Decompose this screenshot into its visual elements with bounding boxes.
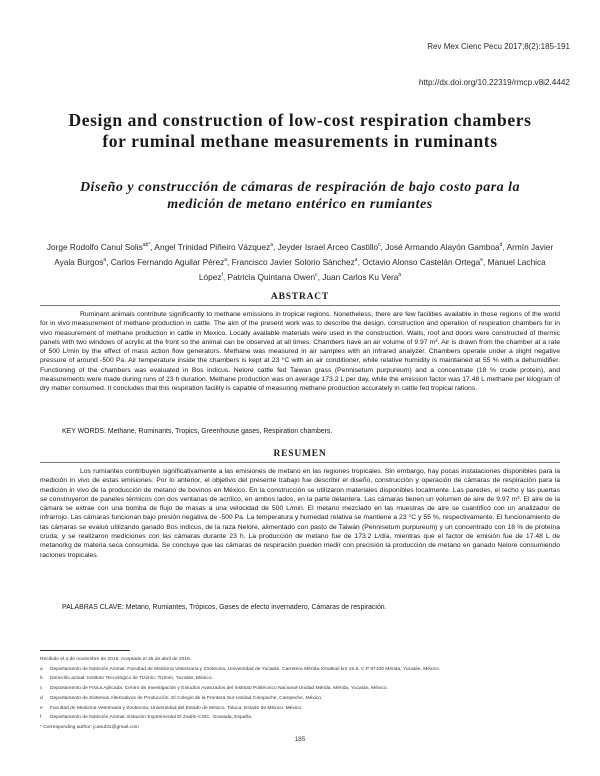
author-name: Jeyder Israel Arceo Castillo: [277, 241, 379, 252]
received-note: Recibido el 4 de noviembre de 2015. Aceptado el 26 de abril de 2016.: [40, 657, 192, 662]
author-affiliation-mark: a: [398, 271, 402, 278]
resumen-body: Los rumiantes contribuyen significativamente a las emisiones de metano en las regiones tropicales. Sin embargo, hay pocas instalaciones disponibles para la medición in vivo de estas emisiones. Por lo anterior, el objetivo del presente trabajo fue describir el diseño, construcción y operación de cámaras de respiración para la medición in vivo de la producción de metano de bovinos en México. En la construcción se utilizaron materiales disponibles localmente. Las paredes, el techo y las puertas se construyeron de paneles térmicos con dos ventanas de acrílico, en ambos lados, en la parte delantera. Las cámaras tienen un volumen de aire de 9.97 m³. El aire de la cámara se extrae con una bomba de flujo de masas a una velocidad de 500 L/min. El metano mezclado en las muestras de aire se cuantificó con un analizador de infrarrojo. Las cámaras funcionan bajo presión negativa de -500 Pa. La temperatura y humedad relativa se mantiene a 23 °C y 55 %, respectivamente. El funcionamiento de las cámaras se evaluó utilizando ganado Bos indicus, de la raza Nelore, alimentado con pasto de Taiwán (Pennisetum purpureum) y un concentrado con 18 % de proteína cruda; y se realizaron mediciones con las cámaras durante 23 h. La producción de metano fue de 173.2 L/día, mientras que el factor de emisión fue de 17.48 L de metano/kg de materia seca consumida. Se concluye que las cámaras de respiración pueden medir con precisión la producción de metano en ganado Nelore consumiendo raciones tropicales.: [40, 468, 560, 559]
author-name: Juan Carlos Ku Vera: [322, 271, 399, 282]
author-affiliation-mark: e: [480, 256, 484, 263]
footnotes: [40, 655, 560, 733]
author-name: Manuel Lachica López: [198, 256, 546, 282]
affiliation-b: b Domicilio actual: Instituto Tecnológico de Tizimín. Tizimín, Yucatán, México.: [40, 676, 213, 682]
doi-link[interactable]: http://dx.doi.org/10.22319/rmcp.v8i2.4442: [418, 78, 570, 87]
affiliation-e: e Facultad de Medicina Veterinaria y Zootecnia, Universidad del Estado de México. Toluca, Estado de México. México.: [40, 705, 303, 711]
author-affiliation-mark: a: [103, 256, 107, 263]
author-name: Francisco Javier Solorio Sánchez: [231, 256, 355, 267]
author-affiliation-mark: a: [224, 256, 228, 263]
author-name: José Armando Alayón Gamboa: [385, 241, 500, 252]
author-affiliation-mark: c: [378, 242, 381, 248]
keywords-line: [62, 428, 562, 435]
author-name: Jorge Rodolfo Canul Solis: [46, 241, 143, 252]
palabras-clave-label: PALABRAS CLAVE:: [62, 604, 124, 611]
author-name: Armín Javier Ayala Burgos: [54, 241, 554, 267]
affiliation-d: d Departamento de Sistemas Alternativos de Producción. El Colegio de la Frontera Sur-Unidad Campeche, Campeche, México.: [40, 695, 323, 701]
affiliation-c: c Departamento de Física Aplicada. Centro de Investigación y Estudios Avanzados del Instituto Politécnico Nacional-Unidad Mérida. Mérida, Yucatán, México.: [40, 686, 389, 692]
footnote-rule: [40, 650, 130, 651]
title-english: Design and construction of low-cost respiration chambers for ruminal methane measurements in ruminants: [68, 110, 532, 151]
keywords-text: Methane, Ruminants, Tropics, Greenhouse gases, Respiration chambers.: [107, 428, 333, 435]
author-affiliation-mark: ab*: [142, 242, 151, 248]
abstract-rule: [40, 305, 560, 306]
resumen-rule: [40, 462, 560, 463]
title-spanish: Diseño y construcción de cámaras de respiración de bajo costo para la medición de metano entérico en rumiantes: [79, 180, 521, 212]
author-affiliation-mark: f: [221, 271, 223, 278]
author-list: Jorge Rodolfo Canul Solis$^{ab*}$, Angel Trinidad Piñeiro Vázquez$^a$, Jeyder Israel Arceo Castillo$^c$, José Armando Alayón Gamboa$^d$, Armín Javier Ayala Burgos$^a$, Carlos Fernando Aguilar Pérez$^a$, Francisco Javier Solorio Sánchez$^a$, Octavio Alonso Castelán Ortega$^e$, Manuel Lachica López$^f$, Patricia Quintana Owen$^c$, Juan Carlos Ku Vera$^a$: [46, 241, 554, 282]
author-name: Angel Trinidad Piñeiro Vázquez: [154, 241, 271, 252]
journal-citation: Rev Mex Cienc Pecu 2017;8(2):185-191: [427, 42, 570, 51]
palabras-clave-text: Metano, Rumiantes, Trópicos, Gases de efecto invernadero, Cámaras de respiración.: [125, 604, 387, 611]
author-affiliation-mark: a: [354, 256, 358, 263]
abstract-heading: ABSTRACT: [270, 292, 330, 302]
resumen-heading: RESUMEN: [273, 449, 327, 459]
affiliation-a: a Departamento de Nutrición Animal. Facultad de Medicina Veterinaria y Zootecnia. Universidad de Yucatán. Carretera Mérida-Xmatkuil km 15.5. C.P 97100 Mérida, Yucatán, México.: [40, 666, 441, 672]
abstract-body: Ruminant animals contribute significantly to methane emissions in tropical regions. Nonetheless, there are few facilities available in those regions of the world for in vivo measurement of methane production in cattle. The aim of the present work was to describe the design, construction and operation of respiration chambers for in vivo measurement of methane production in cattle in Mexico. Locally available materials were used in the construction. Walls, roof and doors were constructed of thermic panels with two windows of acrylic at the front so the animal can be observed at all times. Chambers have an air volume of 9.97 m³. Air is drawn from the chamber at a rate of 500 L/min by the effect of mass action flow generators. Methane was measured in air samples with an infrared analyzer. Chambers operate under a slight negative pressure of around -500 Pa. Air temperature inside the chambers is kept at 23 °C with an air conditioner, while relative humidity is maintained at 55 % with a dehumidifier. Functioning of the chambers was evaluated in Bos indicus. Nelore cattle fed Taiwan grass (Pennisetum purpureum) and a concentrate (18 % crude protein), and measurements were made during runs of 23 h duration. Methane production was on average 173.2 L per day, while the emission factor was 17.48 L methane per kilogram of dry matter consumed. It concludes that this respiration facility is capable of measuring methane production accurately in cattle fed tropical rations.: [40, 311, 560, 393]
author-name: Octavio Alonso Castelán Ortega: [362, 256, 481, 267]
palabras-clave-line: [62, 604, 562, 611]
author-affiliation-mark: d: [499, 242, 503, 248]
keywords-label: KEY WORDS:: [62, 428, 106, 435]
author-affiliation-mark: a: [270, 242, 273, 248]
author-affiliation-mark: c: [315, 271, 318, 278]
affiliation-f: f Departamento de Nutrición Animal. Estación Experimental El Zaidín-CSIC. Granada, España.: [40, 715, 253, 721]
page-number: 185: [294, 736, 306, 743]
author-name: Patricia Quintana Owen: [227, 271, 316, 282]
corresponding-author: * Corresponding author: jcanul31@gmail.com: [40, 724, 139, 730]
author-name: Carlos Fernando Aguilar Pérez: [110, 256, 225, 267]
